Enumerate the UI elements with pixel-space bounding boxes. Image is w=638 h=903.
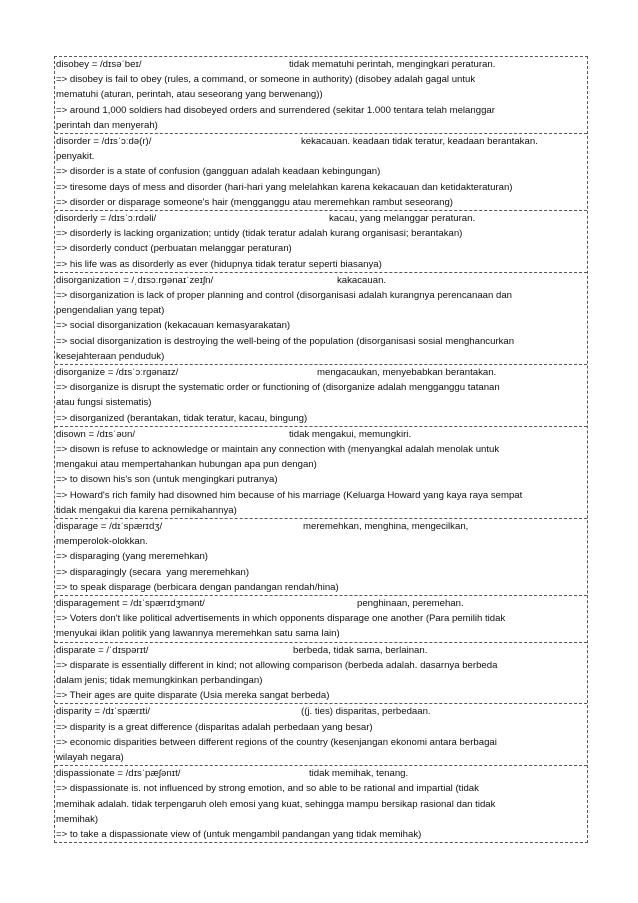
- entry-line: => social disorganization is destroying the well-being of the population (disorganisasi sosial menghancurkan: [56, 335, 515, 347]
- entry-line: penyakit.: [56, 151, 95, 163]
- vocab-entry: [55, 518, 587, 595]
- entry-term: disorganization = /ˌdɪsɔːrɡənaɪˈzeɪʃn/: [56, 274, 214, 286]
- entry-line: mengakui atau mempertahankan hubungan apa pun dengan): [56, 459, 317, 471]
- entry-line: => disorder or disparage someone's hair (mengganggu atau meremehkan rambut seseorang): [56, 196, 454, 208]
- entry-line: atau fungsi sistematis): [56, 397, 152, 409]
- entry-line: => disparate is essentially different in kind; not allowing comparison (berbeda adalah. dasarnya berbeda: [56, 659, 498, 671]
- entry-term: disorderly = /dɪsˈɔːrdəli/: [56, 213, 157, 224]
- entry-term: disparity = /dɪˈspærɪti/: [56, 706, 151, 718]
- entry-line: => disorganized (berantakan, tidak teratur, kacau, bingung): [56, 412, 308, 424]
- entry-heading: [55, 427, 587, 442]
- entry-term: disorganize = /dɪsˈɔːrɡənaɪz/: [56, 367, 179, 378]
- entry-line: menyukai iklan politik yang lawannya meremehkan satu sama lain): [56, 628, 340, 640]
- entry-line: => disparaging (yang meremehkan): [56, 551, 208, 563]
- entry-line: => disparagingly (secara yang meremehkan): [56, 566, 250, 578]
- vocab-entry: [55, 595, 587, 642]
- entry-line: tidak mengakui dia karena pernikahannya): [56, 504, 237, 516]
- entry-line: => disobey is fail to obey (rules, a command, or someone in authority) (disobey adalah gagal untuk: [56, 74, 476, 86]
- vocab-entry: [55, 57, 587, 133]
- entry-line: memihak): [56, 813, 99, 825]
- entry-line: => disorderly conduct (perbuatan melanggar peraturan): [56, 243, 292, 255]
- entry-term: disparage = /dɪˈspærɪdʒ/: [56, 521, 163, 532]
- entry-term: dispassionate = /dɪsˈpæʃənɪt/: [56, 768, 181, 780]
- entry-line: => to disown his's son (untuk mengingkari putranya): [56, 474, 278, 486]
- entry-line: => Howard's rich family had disowned him because of his marriage (Keluarga Howard yang kaya raya sempat: [56, 489, 523, 501]
- entry-line: => disorderly is lacking organization; untidy (tidak teratur adalah kurang organisasi; berantakan): [56, 228, 463, 240]
- vocab-entry: [55, 133, 587, 210]
- entry-line: => disown is refuse to acknowledge or maintain any connection with (menyangkal adalah menolak untuk: [56, 443, 500, 455]
- vocab-entry: [55, 765, 587, 842]
- entry-term: disown = /dɪsˈəʊn/: [56, 428, 135, 440]
- entry-line: => Voters don't like political advertisements in which opponents disparage one another (Para pemilih tidak: [56, 613, 506, 625]
- entry-meaning: kakacauan.: [337, 274, 387, 286]
- vocab-entry: [55, 642, 587, 704]
- entry-line: => disorganize is disrupt the systematic order or functioning of (disorganize adalah mengganggu tatanan: [56, 382, 500, 394]
- entry-line: => economic disparities between different regions of the country (kesenjangan ekonomi antara berbagai: [56, 736, 497, 748]
- entry-meaning: mengacaukan, menyebabkan berantakan.: [317, 367, 497, 378]
- entry-line: => around 1,000 soldiers had disobeyed orders and surrendered (sekitar 1.000 tentara telah melanggar: [56, 104, 495, 116]
- entry-term: disparate = /ˈdɪspərɪt/: [56, 644, 149, 656]
- entry-line: memihak adalah. tidak terpengaruh oleh emosi yang kuat, sehingga mampu bersikap rasional dan tidak: [56, 798, 496, 810]
- entry-line: wilayah negara): [56, 751, 124, 763]
- entry-term: disorder = /dɪsˈɔːdə(r)/: [56, 136, 152, 147]
- entry-line: perintah dan menyerah): [56, 119, 158, 131]
- entry-meaning: kacau, yang melanggar peraturan.: [329, 213, 476, 224]
- vocab-entry: [55, 272, 587, 364]
- entry-meaning: ((j. ties) disparitas, perbedaan.: [301, 706, 431, 718]
- entry-line: kesejahteraan penduduk): [56, 350, 165, 362]
- entry-heading: [55, 519, 587, 534]
- entry-heading: [55, 365, 587, 380]
- entry-meaning: meremehkan, menghina, mengecilkan,: [303, 521, 469, 532]
- entry-line: => to take a dispassionate view of (untuk mengambil pandangan yang tidak memihak): [56, 828, 422, 840]
- entry-meaning: tidak memihak, tenang.: [309, 768, 409, 780]
- entry-heading: [55, 273, 587, 288]
- entry-heading: [55, 211, 587, 226]
- vocab-entry: [55, 364, 587, 426]
- entry-line: => tiresome days of mess and disorder (hari-hari yang melelahkan karena kekacauan dan ketidakteraturan): [56, 181, 513, 193]
- entry-line: pengendalian yang tepat): [56, 305, 165, 317]
- entry-line: => to speak disparage (berbicara dengan pandangan rendah/hina): [56, 581, 339, 593]
- entry-line: => his life was as disorderly as ever (hidupnya tidak teratur seperti biasanya): [56, 258, 382, 270]
- entry-line: dalam jenis; tidak memungkinkan perbandingan): [56, 674, 263, 686]
- entry-line: => disorder is a state of confusion (gangguan adalah keadaan kebingungan): [56, 166, 381, 178]
- entry-term: disobey = /dɪsəˈbeɪ/: [56, 59, 142, 70]
- vocab-entry: [55, 210, 587, 272]
- entry-term: disparagement = /dɪˈspærɪdʒmənt/: [56, 598, 205, 609]
- entry-heading: [55, 134, 587, 149]
- entry-line: => Their ages are quite disparate (Usia mereka sangat berbeda): [56, 690, 330, 702]
- entry-line: => dispassionate is. not influenced by strong emotion, and so able to be rational and impartial (tidak: [56, 783, 479, 795]
- vocabulary-list: [54, 56, 588, 843]
- entry-meaning: kekacauan. keadaan tidak teratur, keadaan berantakan.: [301, 136, 538, 147]
- entry-heading: [55, 704, 587, 719]
- entry-line: => disparity is a great difference (disparitas adalah perbedaan yang besar): [56, 721, 373, 733]
- entry-line: memperolok-olokkan.: [56, 536, 148, 548]
- entry-meaning: penghinaan, peremehan.: [357, 598, 464, 609]
- entry-heading: [55, 766, 587, 781]
- entry-line: mematuhi (aturan, perintah, atau seseorang yang berwenang)): [56, 89, 323, 101]
- entry-heading: [55, 57, 587, 72]
- vocab-entry: [55, 703, 587, 765]
- entry-meaning: tidak mematuhi perintah, mengingkari peraturan.: [289, 59, 496, 70]
- vocab-entry: [55, 426, 587, 518]
- entry-heading: [55, 596, 587, 611]
- entry-line: => social disorganization (kekacauan kemasyarakatan): [56, 320, 291, 332]
- entry-line: => disorganization is lack of proper planning and control (disorganisasi adalah kurangnya perencanaan dan: [56, 289, 513, 301]
- entry-meaning: tidak mengakui, memungkiri.: [289, 428, 412, 440]
- entry-meaning: berbeda, tidak sama, berlainan.: [293, 644, 428, 656]
- entry-heading: [55, 643, 587, 658]
